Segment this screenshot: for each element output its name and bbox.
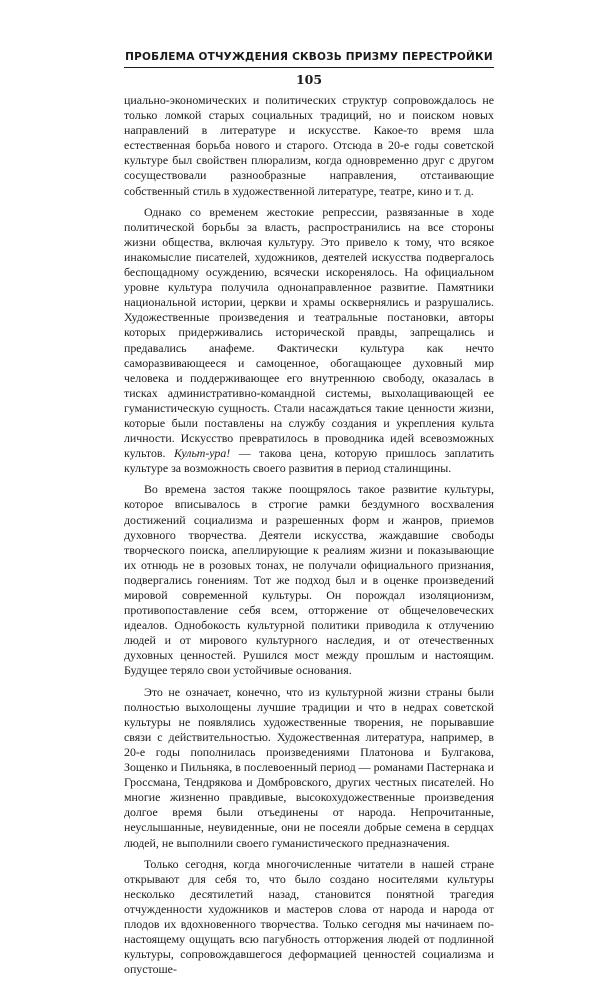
paragraph-text: Однако со временем жестокие репрессии, развязанные в ходе политической борьбы за власть, распространились на все стороны жизни общества, включая культуру. Это привело к тому, что всякое инакомыслие писателей, художников, деятелей искусства подвергалось беспощадному осуждению, всячески искоренялось. На официальном уровне культура получила однонаправленное развитие. Памятники национальной истории, церкви и храмы осквернялись и разрушались. Художественные произведения и театральные постановки, авторы которых придерживались исторической правды, запрещались и предавались анафеме. Фактически культура как нечто саморазвивающееся и самоценное, обогащающее духовный мир человека и поддерживающее его внутреннюю свободу, оказалась в тисках административно-командной системы, выхолащивающей ее гуманистическую сущность. Стали насаждаться такие ценности жизни, которые были поставлены на службу создания и укрепления культа личности. Искусство превратилось в проводника идей всевозможных культов. bbox=[124, 204, 494, 461]
paragraph-text: — такова цена, которую пришлось заплатить культуре за возможность своего развития в период сталинщины. bbox=[124, 446, 494, 476]
body-text bbox=[124, 93, 494, 983]
page-number: 105 bbox=[295, 72, 323, 87]
header-rule bbox=[124, 67, 494, 68]
paragraph: Во времена застоя также поощрялось такое развитие культуры, которое вписывалось в строгие рамки бездумного восхваления достижений социализма и разрешенных форм и жанров, приемов духовного творчества. Деятели искусства, жаждавшие свободы творческого поиска, апеллирующие к реалиям жизни и показывающие их отнюдь не в розовых тонах, не получали официального признания, подвергались гонениям. Тот же подход был и в оценке произведений мировой современной культуры. Он порождал изоляционизм, противопоставление себя всем, отторжение от общечеловеческих идеалов. Однобокость культурной политики приводила к отлучению людей и от мирового культурного наследия, и от отечественных духовных ценностей. Рушился мост между прошлым и настоящим. Будущее теряло свои устойчивые основания. bbox=[124, 482, 494, 678]
paragraph: циально-экономических и политических структур сопровождалось не только ломкой старых социальных традиций, но и поиском новых направлений в литературе и искусстве. Какое-то время шла естественная борьба нового и старого. Отсюда в 20-е годы советской культуре был свойствен плюрализм, когда одновременно друг с другом сосуществовали разнообразные направления, отстаивающие собственный стиль в художественной литературе, театре, кино и т. д. bbox=[124, 93, 494, 198]
italic-phrase: Культ-ура! bbox=[173, 446, 231, 461]
paragraph bbox=[124, 205, 494, 477]
running-title: ПРОБЛЕМА ОТЧУЖДЕНИЯ СКВОЗЬ ПРИЗМУ ПЕРЕСТРОЙКИ bbox=[125, 51, 493, 63]
paragraph: Только сегодня, когда многочисленные читатели в нашей стране открывают для себя то, что было создано носителями культуры несколько десятилетий назад, становится понятной трагедия отчужденности художников и мастеров слова от народа и народа от плодов их вдохновенного творчества. Только сегодня мы начинаем по-настоящему ощущать всю пагубность отторжения людей от подлинной культуры, сопровождавшегося деформацией ценностей социализма и опустоше- bbox=[124, 856, 494, 977]
paragraph: Это не означает, конечно, что из культурной жизни страны были полностью выхолощены лучшие традиции и что в недрах советской культуры не появлялись художественные творения, не порывавшие связи с действительностью. Художественная литература, например, в 20-е годы пополнилась произведениями Платонова и Булгакова, Зощенко и Пильняка, в послевоенный период — романами Пастернака и Гроссмана, Тендрякова и Домбровского, других честных писателей. Но многие жизненно правдивые, высокохудожественные произведения долгое время были отъединены от народа. Непрочитанные, неуслышанные, неувиденные, они не посеяли добрые семена в сердцах людей, не выполнили своего гуманистического предназначения. bbox=[124, 684, 494, 850]
